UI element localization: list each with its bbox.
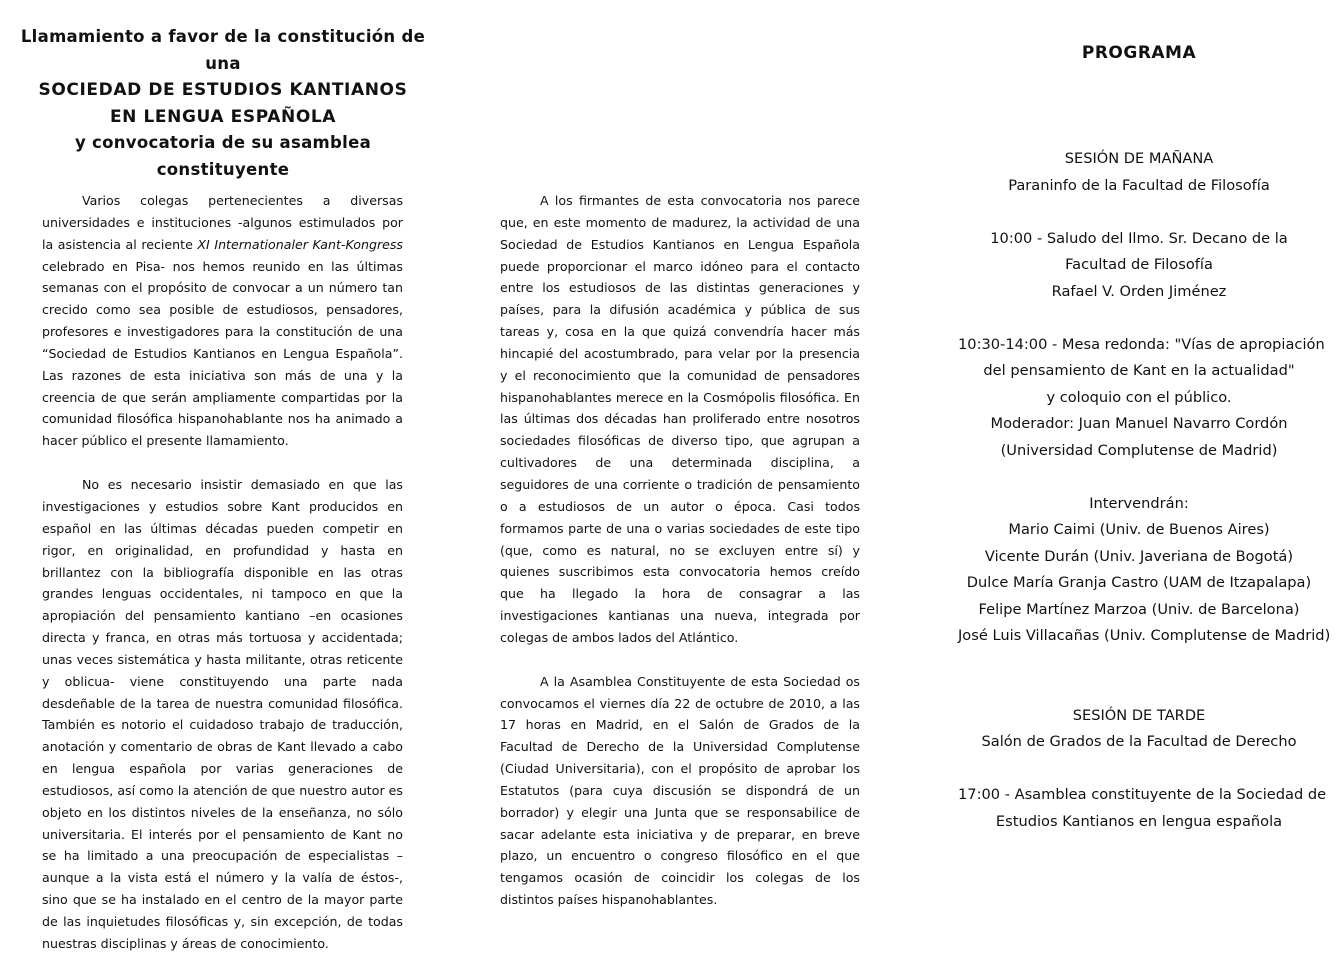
round-table-line-3: y coloquio con el público. xyxy=(1046,388,1232,406)
program xyxy=(958,40,1331,835)
assembly-line-1: 17:00 - Asamblea constituyente de la Sociedad de xyxy=(958,786,1327,803)
round-table-line-2: del pensamiento de Kant en la actualidad" xyxy=(983,362,1295,379)
welcome-line-3: Rafael V. Orden Jiménez xyxy=(1051,282,1227,300)
program-title: PROGRAMA xyxy=(1081,43,1197,63)
title-line-4: y convocatoria de su asamblea constituyente xyxy=(74,133,372,179)
speaker-item: José Luis Villacañas (Univ. Complutense de Madrid) xyxy=(958,627,1331,644)
speaker-item: Vicente Durán (Univ. Javeriana de Bogotá) xyxy=(984,547,1294,565)
afternoon-session-title: SESIÓN DE TARDE xyxy=(1072,706,1206,724)
morning-session-title: SESIÓN DE MAÑANA xyxy=(1064,150,1214,167)
speaker-item: Felipe Martínez Marzoa (Univ. de Barcelona) xyxy=(978,600,1300,618)
title-line-1: Llamamiento a favor de la constitución de una xyxy=(20,27,426,73)
column-middle xyxy=(500,190,860,933)
round-table-line-4: Moderador: Juan Manuel Navarro Cordón xyxy=(990,415,1288,432)
assembly-line-2: Estudios Kantianos en lengua española xyxy=(995,812,1283,830)
congress-name: XI Internationaler Kant-Kongress xyxy=(197,236,403,252)
column-left xyxy=(42,190,403,977)
paragraph-3: A los firmantes de esta convocatoria nos parece que, en este momento de madurez, la actividad de una Sociedad de Estudios Kantianos en Lengua Española puede proporcionar el marco idóneo para el contacto entre los estudiosos de las distintas generaciones y países, para la difusión académica y pública de sus tareas y, cosa en la que quizá convendría hacer más hincapié del acostumbrado, para velar por la presencia y el reconocimiento que la comunidad de pensadores hispanohablantes merece en la Cosmópolis filosófica. En las últimas dos décadas han proliferado entre nosotros sociedades filosóficas de diverso tipo, que agrupan a cultivadores de una determinada disciplina, a seguidores de una corriente o tradición de pensamiento o a estudiosos de un autor o época. Casi todos formamos parte de una o varias sociedades de este tipo (que, como es natural, no se excluyen entre sí) y quienes suscribimos esta convocatoria hemos creído que ha llegado la hora de consagrar a las investigaciones kantianas una nueva, integrada por colegas de ambos lados del Atlántico. xyxy=(500,193,860,645)
round-table-line-1: 10:30-14:00 - Mesa redonda: "Vías de apropiación xyxy=(958,335,1325,353)
round-table-line-5: (Universidad Complutense de Madrid) xyxy=(1000,441,1278,459)
paragraph-1 xyxy=(42,190,403,452)
paragraph-1-end: celebrado en Pisa- nos hemos reunido en las últimas semanas con el propósito de convocar a un número tan crecido como sea posible de estudiosos, pensadores, profesores e investigadores para la constitución de una “Sociedad de Estudios Kantianos en Lengua Española”. Las razones de esta iniciativa son más de una y la creencia de que serán ampliamente compartidas por la comunidad filosófica hispanohablante nos ha animado a hacer público el presente llamamiento. xyxy=(42,258,403,449)
welcome-line-2: Facultad de Filosofía xyxy=(1065,256,1213,273)
paragraph-1-start: Varios colegas pertenecientes a diversas universidades e instituciones -algunos estimulados por la asistencia al reciente xyxy=(42,193,403,252)
welcome-line-1: 10:00 - Saludo del Ilmo. Sr. Decano de la xyxy=(990,229,1288,247)
title-line-2: SOCIEDAD DE ESTUDIOS KANTIANOS xyxy=(38,80,408,100)
speakers-label: Intervendrán: xyxy=(1089,494,1189,512)
paragraph-2: No es necesario insistir demasiado en que las investigaciones y estudios sobre Kant producidos en español en las últimas décadas pueden competir en rigor, en originalidad, en profundidad y hasta en brillantez con la bibliografía disponible en las otras grandes lenguas occidentales, ni tampoco en que la apropiación del pensamiento kantiano –en ocasiones directa y franca, en otras más tortuosa y accidentada; unas veces sistemática y hasta militante, otras reticente y oblicua- viene constituyendo una parte nada desdeñable de la tarea de nuestra comunidad filosófica. También es notorio el cuidadoso trabajo de traducción, anotación y comentario de obras de Kant llevado a cabo en lengua española por varias generaciones de estudiosos, así como la atención de que nuestro autor es objeto en los distintos niveles de la enseñanza, no sólo universitaria. El interés por el pensamiento de Kant no se ha limitado a una preocupación de especialistas –aunque a la vista está el número y la valía de éstos-, sino que se ha instalado en el centro de la mayor parte de las inquietudes filosóficas y, sin excepción, de todas nuestras disciplinas y áreas de conocimiento. xyxy=(42,477,403,951)
paragraph-4: A la Asamblea Constituyente de esta Sociedad os convocamos el viernes día 22 de octubre de 2010, a las 17 horas en Madrid, en el Salón de Grados de la Facultad de Derecho de la Universidad Complutense (Ciudad Universitaria), con el propósito de aprobar los Estatutos (para cuya discusión se dispondrá de un borrador) y elegir una Junta que se responsabilice de sacar adelante esta iniciativa y de preparar, en breve plazo, un encuentro o congreso filosófico en el que tengamos ocasión de coincidir los colegas de los distintos países hispanohablantes. xyxy=(500,673,860,908)
title-line-3: EN LENGUA ESPAÑOLA xyxy=(109,106,337,127)
document-title xyxy=(8,24,438,183)
morning-session-place: Paraninfo de la Facultad de Filosofía xyxy=(1008,176,1270,194)
afternoon-session-place: Salón de Grados de la Facultad de Derecho xyxy=(981,733,1297,750)
speaker-item: Mario Caimi (Univ. de Buenos Aires) xyxy=(1008,521,1270,538)
speaker-item: Dulce María Granja Castro (UAM de Itzapalapa) xyxy=(966,574,1312,591)
